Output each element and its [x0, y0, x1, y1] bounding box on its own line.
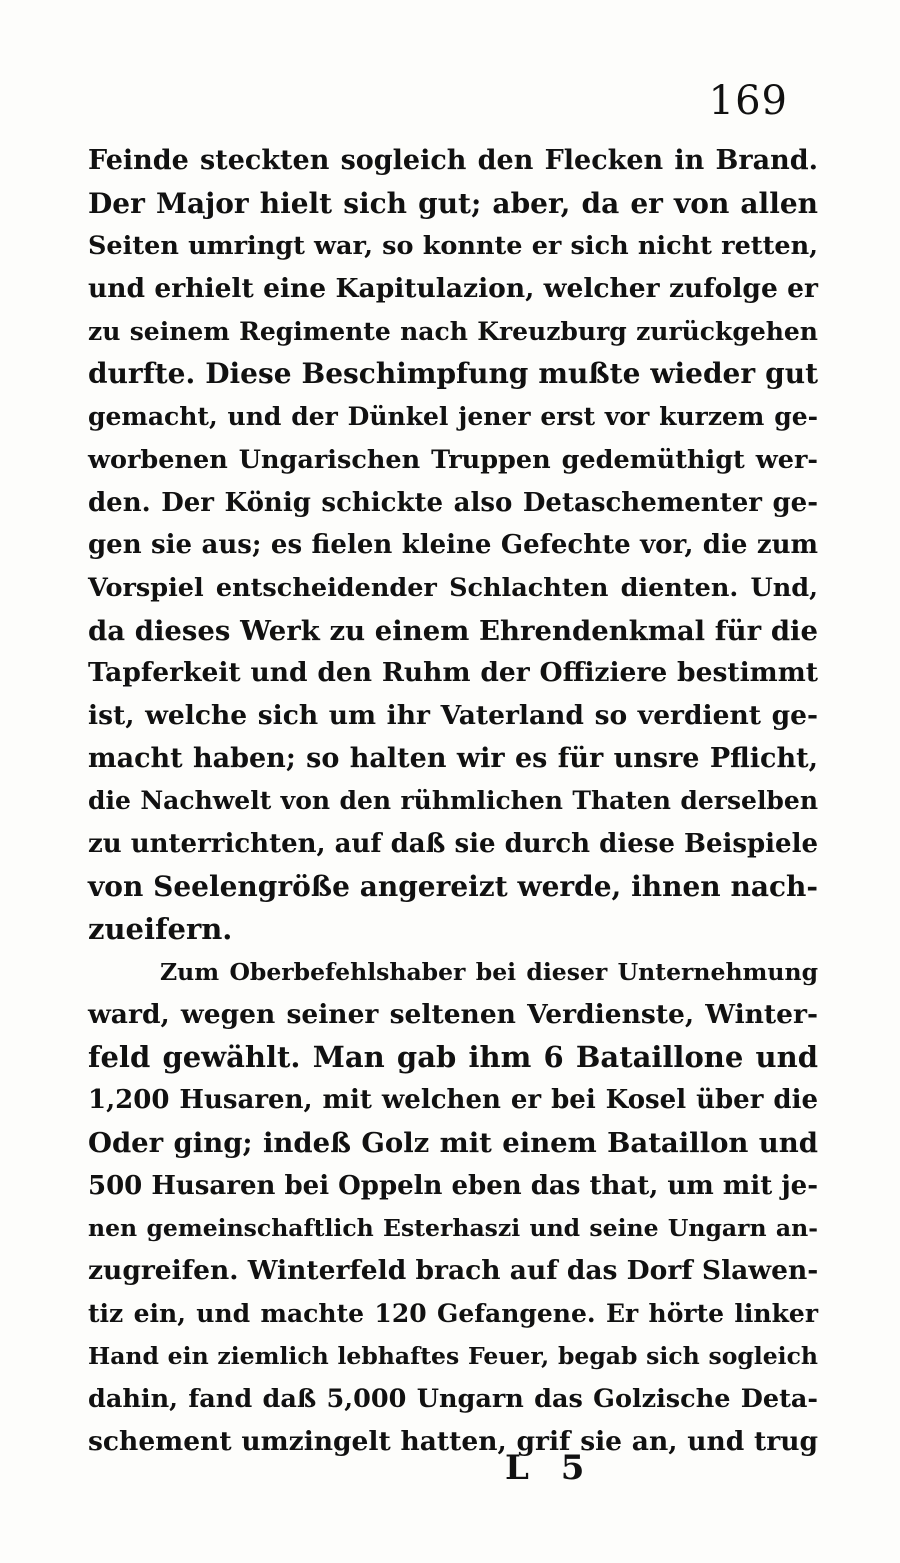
text-line: 500 Husaren bei Oppeln eben das that, um mit je- — [88, 1170, 818, 1201]
text-line: die Nachwelt von den rühmlichen Thaten derselben — [88, 786, 818, 816]
paragraph-1 — [88, 140, 818, 951]
text-line: von Seelengröße angereizt werde, ihnen nach- — [88, 869, 818, 903]
signature-mark: L 5 — [505, 1448, 595, 1488]
text-line: schement umzingelt hatten, grif sie an, und trug — [88, 1425, 818, 1457]
text-line: da dieses Werk zu einem Ehrendenkmal für die — [88, 614, 818, 647]
text-line: zu seinem Regimente nach Kreuzburg zurückgehen — [88, 316, 818, 346]
text-line: Hand ein ziemlich lebhaftes Feuer, begab sich sogleich — [88, 1342, 818, 1371]
text-line: Feinde steckten sogleich den Flecken in Brand. — [88, 145, 818, 176]
text-line: und erhielt eine Kapitulazion, welcher zufolge er — [88, 273, 818, 305]
body-text — [88, 140, 818, 1463]
text-line: ist, welche sich um ihr Vaterland so verdient ge- — [88, 699, 818, 731]
text-line: worbenen Ungarischen Truppen gedemüthigt wer- — [88, 444, 818, 475]
text-line: tiz ein, und machte 120 Gefangene. Er hörte linker — [88, 1298, 818, 1328]
page-number: 169 — [708, 78, 788, 124]
text-line: Zum Oberbefehlshaber bei dieser Unternehmung — [160, 958, 818, 987]
text-line: Oder ging; indeß Golz mit einem Bataillon und — [88, 1126, 818, 1159]
paragraph-2 — [88, 951, 818, 1463]
text-line: Vorspiel entscheidender Schlachten dienten. Und, — [88, 572, 818, 603]
text-line: feld gewählt. Man gab ihm 6 Bataillone und — [88, 1040, 818, 1075]
text-line: ward, wegen seiner seltenen Verdienste, Winter- — [88, 998, 818, 1030]
text-line: 1,200 Husaren, mit welchen er bei Kosel über die — [88, 1085, 818, 1116]
text-line: zueifern. — [88, 912, 233, 947]
text-line: zu unterrichten, auf daß sie durch diese Beispiele — [88, 829, 819, 859]
text-line: macht haben; so halten wir es für unsre Pflicht, — [88, 742, 818, 774]
text-line: zugreifen. Winterfeld brach auf das Dorf Slawen- — [88, 1254, 819, 1286]
text-line: den. Der König schickte also Detaschementer ge- — [88, 487, 818, 518]
text-line: Seiten umringt war, so konnte er sich nicht retten, — [88, 231, 818, 262]
text-line: nen gemeinschaftlich Esterhaszi und seine Ungarn an- — [88, 1214, 818, 1243]
text-line: gemacht, und der Dünkel jener erst vor kurzem ge- — [88, 402, 818, 432]
text-line: gen sie aus; es fielen kleine Gefechte vor, die zum — [88, 530, 818, 561]
text-line: durfte. Diese Beschimpfung mußte wieder gut — [88, 357, 818, 391]
text-line: Tapferkeit und den Ruhm der Offiziere bestimmt — [88, 657, 818, 689]
text-line: Der Major hielt sich gut; aber, da er von allen — [88, 186, 818, 220]
text-line: dahin, fand daß 5,000 Ungarn das Golzische Deta- — [88, 1383, 818, 1414]
